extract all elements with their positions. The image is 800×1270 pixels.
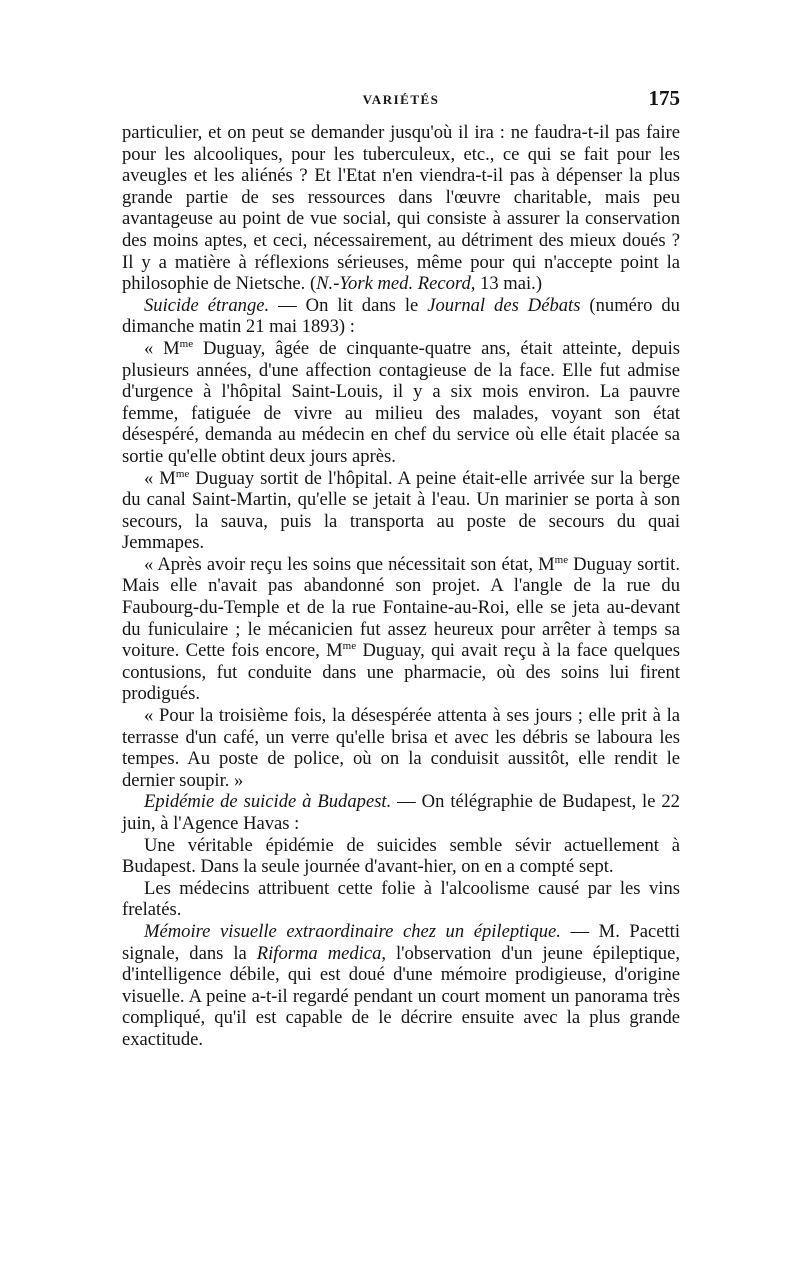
paragraph-text: « Après avoir reçu les soins que nécessitait son état, M [144,553,555,575]
paragraph-text: « M [144,337,180,359]
superscript: me [175,467,190,480]
paragraph-text: Duguay sortit de l'hôpital. A peine était-elle arrivée sur la berge du canal Saint-Martin, qu'elle se jetait à l'eau. Un marinier se porta à son secours, la sauva, puis la transporta au poste de secours du quai Jemmapes. [122,467,680,554]
book-page [122,84,680,1051]
superscript: me [342,640,357,653]
paragraph-text: Duguay, âgée de cinquante-quatre ans, était atteinte, depuis plusieurs années, d'une affection contagieuse de la face. Elle fut admise d'urgence à l'hôpital Saint-Louis, il y a six mois environ. La pauvre femme, fatiguée de vivre au milieu des malades, voyant son état désespéré, demanda au médecin en chef du service où elle était placée sa sortie qu'elle obtint deux jours après. [122,337,680,467]
paragraph-text: (numéro du dimanche matin 21 mai 1893) : [122,294,680,338]
running-head [122,84,680,122]
section-heading: Mémoire visuelle extraordinaire chez un épileptique. [144,920,561,942]
section-title: VARIÉTÉS [362,92,440,107]
paragraph-text: Duguay sortit. Mais elle n'avait pas abandonné son projet. A l'angle de la rue du Faubourg-du-Temple et de la rue Fontaine-au-Roi, elle se jeta au-devant du funiculaire ; le mécanicien fut assez heureux pour arrêter à temps sa voiture. Cette fois encore, M [122,553,680,662]
paragraph-suicide-etrange [122,295,680,338]
paragraph-text: — On télégraphie de Budapest, le 22 juin, à l'Agence Havas : [122,791,680,834]
body-text [122,122,680,1051]
journal-title: Riforma medica [256,942,382,964]
superscript: me [179,337,194,350]
journal-title: Journal des Débats [427,294,581,316]
quote-paragraph-4: « Pour la troisième fois, la désespérée attenta à ses jours ; elle prit à la terrasse d'un café, un verre qu'elle brisa et avec les débris se laboura les tempes. Au poste de police, où on la conduisit aussitôt, elle rendit le dernier soupir. » [122,705,680,791]
paragraph-memoire-visuelle [122,921,680,1051]
quote-paragraph-3 [122,554,680,705]
paragraph-text: — On lit dans le [269,294,428,316]
paragraph-text: Duguay, qui avait reçu à la face quelques contusions, fut conduite dans une pharmacie, où des soins lui firent prodigués. [122,640,680,705]
paragraph-text: — M. Pacetti signale, dans la [122,920,680,964]
quote-paragraph-2 [122,468,680,554]
page-number: 175 [648,86,680,110]
paragraph-alcoolisme: Les médecins attribuent cette folie à l'alcoolisme causé par les vins frelatés. [122,877,680,921]
paragraph-continuation [122,122,680,295]
superscript: me [554,553,569,566]
citation-date: , 13 mai.) [470,273,543,295]
section-heading: Suicide étrange. [144,294,270,316]
paragraph-text: , l'observation d'un jeune épileptique, d'intelligence débile, qui est doué d'une mémoire prodigieuse, d'origine visuelle. A peine a-t-il regardé pendant un court moment un panorama très compliqué, qu'il est capable de le décrire ensuite avec la plus grande exactitude. [122,942,680,1050]
paragraph-epidemie [122,791,680,834]
source-citation: N.-York med. Record [316,273,471,295]
quote-paragraph-1 [122,338,680,468]
paragraph-budapest: Une véritable épidémie de suicides semble sévir actuellement à Budapest. Dans la seule journée d'avant-hier, on en a compté sept. [122,834,680,878]
paragraph-text: « M [144,467,176,489]
paragraph-text: particulier, et on peut se demander jusqu'où il ira : ne faudra-t-il pas faire pour les alcooliques, pour les tuberculeux, etc., ce qui se fait pour les aveugles et les aliénés ? Et l'Etat n'en viendra-t-il pas à dépenser la plus grande partie de ses ressources dans l'œuvre charitable, mais peu avantageuse au point de vue social, qui consiste à assurer la conservation des moins aptes, et ceci, nécessairement, au détriment des mieux doués ? Il y a matière à réflexions sérieuses, même pour qui n'accepte point la philosophie de Nietsche. ( [122,122,680,295]
section-heading: Epidémie de suicide à Budapest. [144,791,392,813]
